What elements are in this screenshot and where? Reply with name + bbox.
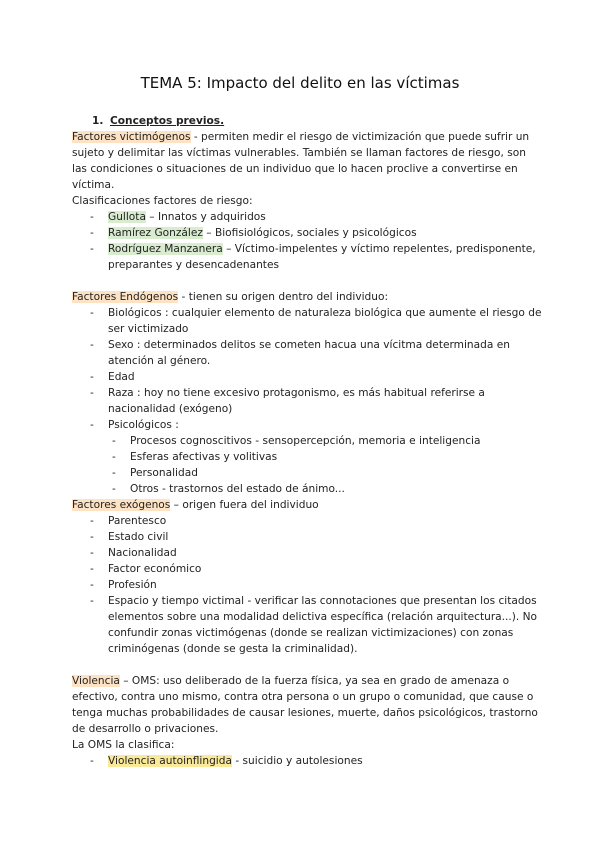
oms-clasifica-label: La OMS la clasifica: [72,739,175,751]
exogenos-text: – origen fuera del individuo [170,499,319,511]
list-item: - Biológicos : cualquier elemento de naturaleza biológica que aumente el riesgo de ser victimizado [90,305,542,337]
list-item: - Nacionalidad [90,545,542,561]
list-item: - Psicológicos : [90,417,542,433]
spacer [72,273,542,289]
list-item: - Esferas afectivas y volitivas [112,449,542,465]
violencia-term: Violencia [72,675,120,687]
endogenos-text: - tienen su origen dentro del individuo: [178,291,389,303]
clasificaciones-list [72,209,542,273]
list-item: - Personalidad [112,465,542,481]
page-title: TEMA 5: Impacto del delito en las víctimas [140,74,460,92]
author-desc: – Víctimo-impelentes y víctimo repelentes, predisponente, preparantes y desencadenantes [108,243,536,271]
list-item: - Edad [90,369,542,385]
clasificaciones-label: Clasificaciones factores de riesgo: [72,195,253,207]
list-item [90,753,542,769]
list-item: - Otros - trastornos del estado de ánimo... [112,481,542,497]
author-name: Rodríguez Manzanera [108,243,223,255]
endogenos-list [72,305,542,433]
author-desc: – Innatos y adquiridos [145,211,266,223]
list-item: - Estado civil [90,529,542,545]
victimogenos-paragraph [72,129,542,193]
violencia-list [72,753,542,769]
author-name: Gullota [108,211,146,223]
psicologicos-sublist [72,433,542,497]
spacer [72,657,542,673]
violencia-text: – OMS: uso deliberado de la fuerza física, ya sea en grado de amenaza o efectivo, contra uno mismo, contra otra persona o un grupo o comunidad, que cause o tenga muchas probabilidades de causar lesiones, muerte, daños psicológicos, trastorno de desarrollo o privaciones. [72,675,538,735]
list-item: - Raza : hoy no tiene excesivo protagonismo, es más habitual referirse a nacionalidad (exógeno) [90,385,542,417]
list-item: - Espacio y tiempo victimal - verificar las connotaciones que presentan los citados elementos sobre una modalidad delictiva específica (relación arquitectura...). No confundir zonas victimógenas (donde se realizan victimizaciones) con zonas criminógenas (donde se gesta la criminalidad). [90,593,542,657]
author-name: Ramírez González [108,227,203,239]
exogenos-term: Factores exógenos [72,499,171,511]
endogenos-paragraph [72,289,542,305]
section-number: 1. [92,115,104,127]
list-item: - Factor económico [90,561,542,577]
violencia-type-desc: - suicidio y autolesiones [231,755,363,767]
section-heading [92,113,542,129]
author-desc: – Biofisiológicos, sociales y psicológicos [202,227,417,239]
list-item: - Parentesco [90,513,542,529]
list-item [90,225,542,241]
list-item: - Procesos cognoscitivos - sensopercepción, memoria e inteligencia [112,433,542,449]
document-body [72,113,542,769]
list-item [90,209,542,225]
violencia-type: Violencia autoinflingida [108,755,232,767]
list-item [90,241,542,273]
endogenos-term: Factores Endógenos [72,291,179,303]
section-label: Conceptos previos. [110,115,225,127]
victimogenos-text: - permiten medir el riesgo de victimización que puede sufrir un sujeto y delimitar las víctimas vulnerables. También se llaman factores de riesgo, son las condiciones o situaciones de un individuo que lo hacen proclive a convertirse en víctima. [72,131,530,191]
list-item: - Profesión [90,577,542,593]
exogenos-paragraph [72,497,542,513]
violencia-paragraph [72,673,542,737]
exogenos-list [72,513,542,657]
victimogenos-term: Factores victimógenos [72,131,191,143]
list-item: - Sexo : determinados delitos se cometen hacua una vícitma determinada en atención al género. [90,337,542,369]
